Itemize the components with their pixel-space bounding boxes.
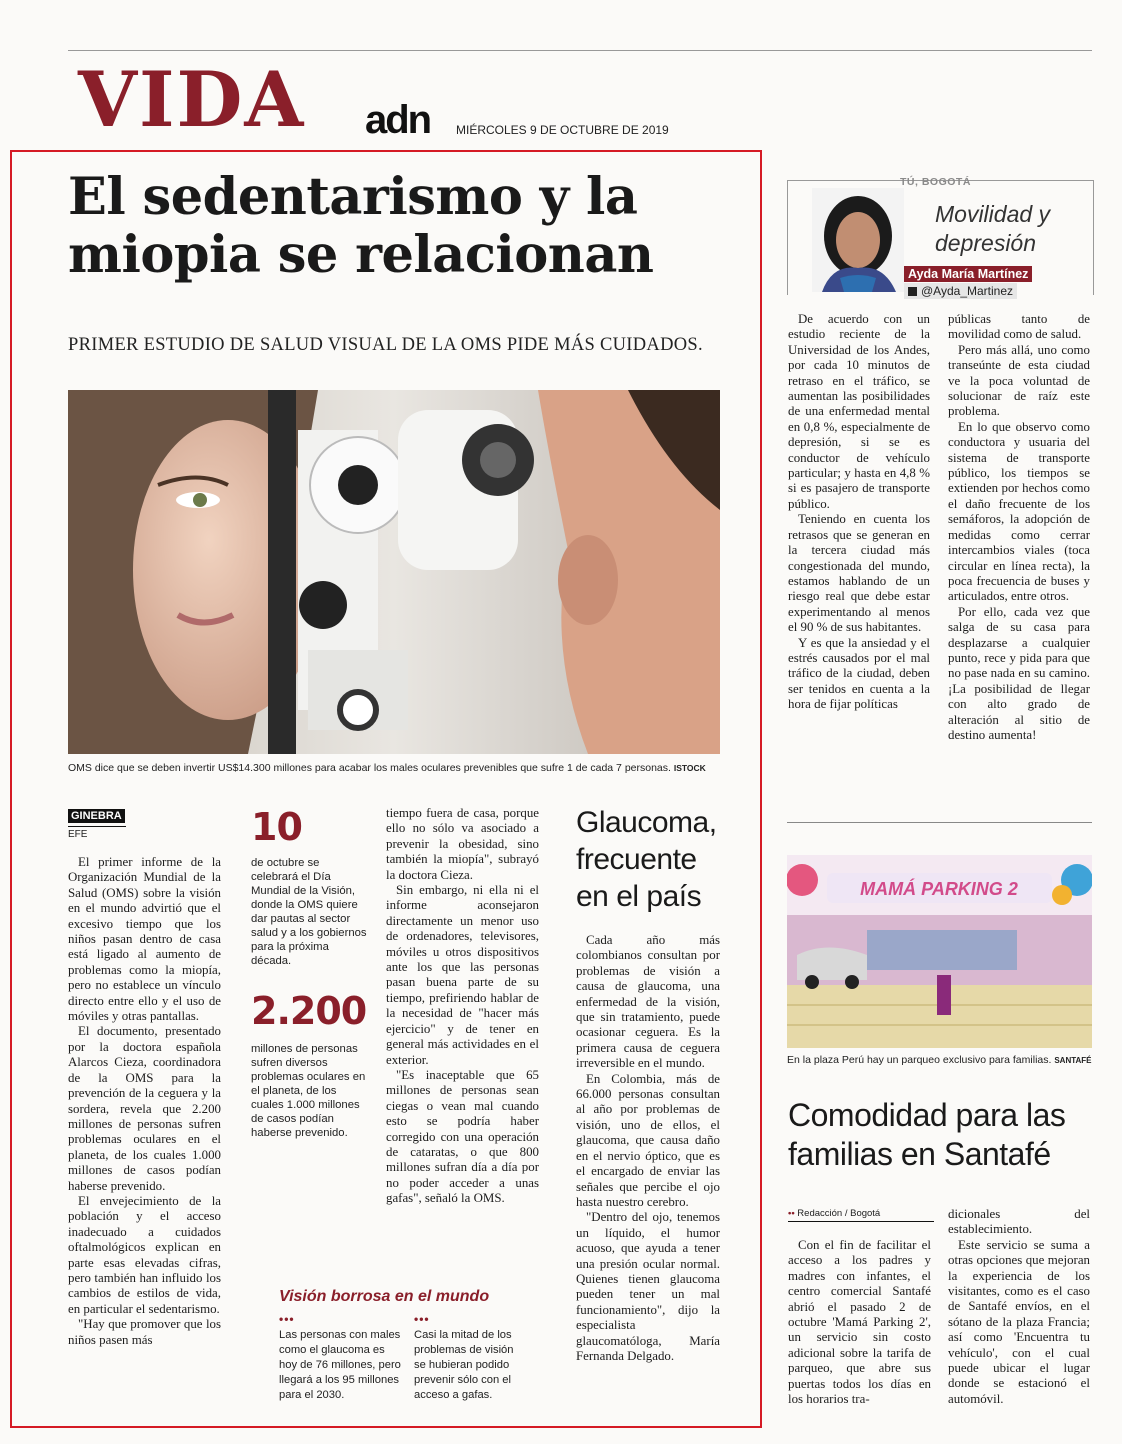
box-item-text: Casi la mitad de los problemas de visión se hubieran podido prevenir sólo con el acceso a gafas. [414, 1329, 514, 1401]
author-handle[interactable] [904, 283, 1017, 299]
paragraph: Y es que la ansiedad y el estrés causados por el mal tráfico de la ciudad, deben ser tenidos en cuenta a la hora de fijar políticas [788, 635, 930, 712]
stat-text-2: millones de personas sufren diversos problemas oculares en el planeta, de los cuales 1.000 millones de casos podían haberse prevenido. [251, 1043, 366, 1139]
paragraph: Teniendo en cuenta los retrasos que se generan en la tercera ciudad más congestionada del mundo, estamos hablando de un riesgo real que debe estar experimentando al menos el 90 % de sus habitantes. [788, 512, 930, 635]
article-column-3 [386, 806, 539, 1207]
photo-caption [68, 762, 728, 774]
paragraph: Con el fin de facilitar el acceso a los padres y madres con infantes, el centro comercial Santafé abrió el pasado 2 de octubre 'Mamá Parking 2', un servicio sin costo adicional sobre la tarifa de parqueo, que abre sus puertas todos los días en los horarios tra- [788, 1238, 931, 1407]
bullet-dots: •• [788, 1208, 798, 1219]
top-rule [68, 50, 1092, 51]
bullet-dots: ••• [414, 1312, 430, 1326]
eye-exam-photo [68, 390, 720, 754]
stat-text-1: de octubre se celebrará el Día Mundial de la Visión, donde la OMS quiere dar pautas al sector salud y a los gobiernos para la próxima década. [251, 857, 367, 967]
column-title: Movilidad y depresión [935, 201, 1051, 256]
caption-credit: SANTAFÉ [1054, 1056, 1092, 1065]
paragraph: Cada año más colombianos consultan por problemas de visión a causa de glaucoma, una enfermedad de la visión, que sin tratamiento, puede ocasionar ceguera. Es la primera causa de ceguera irreversible en el mundo. [576, 933, 720, 1071]
author-photo [812, 188, 904, 292]
paragraph: "Dentro del ojo, tenemos un líquido, el humor acuoso, que ayuda a tener una presión ocular normal. Quienes tienen glaucoma pueden tener un mal funcionamiento", dijo la especialista glaucomatóloga, María Fernanda Delgado. [576, 1210, 720, 1363]
handle-text: @Ayda_Martinez [921, 284, 1014, 298]
twitter-icon [908, 287, 917, 296]
paragraph: Pero más allá, uno como transeúnte de esta ciudad ve la poca voluntad de solucionar de raíz este problema. [948, 342, 1090, 419]
section-divider [787, 822, 1092, 823]
paragraph: dicionales del establecimiento. [948, 1207, 1090, 1237]
issue-date: MIÉRCOLES 9 DE OCTUBRE DE 2019 [456, 123, 669, 137]
main-headline: El sedentarismo y la miopia se relacionan [68, 167, 654, 285]
article-column-1 [68, 806, 221, 1348]
box-title: Visión borrosa en el mundo [279, 1288, 490, 1305]
paragraph: En Colombia, más de 66.000 personas consultan al año por problemas de visión, uno de ellos, el glaucoma, que causa daño en el nervio óptico, que es el encargado de enviar las señales que percibe el ojo hasta nuestro cerebro. [576, 1071, 720, 1209]
agency: EFE [68, 826, 126, 840]
paragraph: En lo que observo como conductora y usuaria del sistema de transporte público, los tiempos se extienden por hechos como el daño frecuente de los semáforos, la adopción de medidas como cerrar intercambios viales (toca circular en línea recta), la poca frecuencia de buses y articulados, entre otros. [948, 419, 1090, 604]
box-item-2 [414, 1314, 524, 1403]
section-title: VIDA [78, 55, 306, 144]
dateline: GINEBRA [68, 809, 125, 823]
box-item-1 [279, 1314, 405, 1403]
paragraph: tiempo fuera de casa, porque ello no sólo va asociado a prevenir la obesidad, sino también la miopía", subrayó la doctora Cieza. [386, 806, 539, 882]
caption-text: En la plaza Perú hay un parqueo exclusivo para familias. [787, 1054, 1052, 1066]
caption-text: OMS dice que se deben invertir US$14.300 millones para acabar los males oculares prevenibles que sufre 1 de cada 7 personas. [68, 762, 671, 774]
paragraph: Por ello, cada vez que salga de su casa para desplazarse a cualquier punto, rece y pida para que no pase nada en su camino. ¡La posibilidad de llegar con alto grado de alteración al sitio de destino aumenta! [948, 604, 1090, 742]
parking-sign: MAMÁ PARKING 2 [860, 879, 1018, 899]
byline-text: Redacción / Bogotá [797, 1208, 881, 1219]
box-item-text: Las personas con males como el glaucoma es hoy de 76 millones, pero llegará a los 95 millones para el 2030. [279, 1329, 401, 1401]
parking-photo [787, 855, 1092, 1048]
column-location: TÚ, BOGOTÁ [900, 176, 971, 188]
stat-number-1: 10 [251, 805, 302, 849]
santafe-column-2 [948, 1207, 1090, 1407]
caption-credit: ISTOCK [673, 763, 706, 773]
brand-logo: adn [365, 98, 431, 142]
paragraph: "Es inaceptable que 65 millones de personas sean ciegas o vean mal cuando esto se podría haber corregido con una operación de cataratas, o que 800 millones sufran día a día por no poder acceder a unas gafas", señaló la OMS. [386, 1067, 539, 1206]
paragraph: De acuerdo con un estudio reciente de la Universidad de los Andes, por cada 10 minutos de retraso en el tráfico, se aumentan las posibilidades de una enfermedad mental en 0,8 %, especialmente de depresión, si se es conductor de vehículo particular; y hasta en 4,8 % si es pasajero de transporte público. [788, 312, 930, 511]
paragraph: El documento, presentado por la doctora española Alarcos Cieza, coordinadora de la OMS para la prevención de la ceguera y la sordera, revela que 2.200 millones de personas sufren problemas oculares en el planeta, de los cuales 1.000 millones de casos podían haberse prevenido. [68, 1024, 221, 1193]
stats-column [251, 805, 367, 1140]
paragraph: "Hay que promover que los niños pasen más [68, 1317, 221, 1347]
bullet-dots: ••• [279, 1312, 295, 1326]
glaucoma-title: Glaucoma, frecuente en el país [576, 806, 717, 913]
opinion-column-1 [788, 312, 930, 713]
santafe-byline [788, 1208, 934, 1222]
paragraph: El primer informe de la Organización Mundial de la Salud (OMS) sobre la visión en el mundo advirtió que el excesivo tiempo que los niños pasan dentro de casa está ligado al aumento de problemas como la miopía, pero no establece un vínculo directo entre ello y el uso de móviles y otras pantallas. [68, 855, 221, 1024]
author-name: Ayda María Martínez [904, 266, 1032, 282]
paragraph: públicas tanto de movilidad como de salud. [948, 312, 1090, 342]
paragraph: El envejecimiento de la población y el acceso inadecuado a cuidados oftalmológicos explican en parte esas elevadas cifras, pero también han influido los cambios de estilos de vida, en particular el sedentarismo. [68, 1193, 221, 1316]
main-subhead: PRIMER ESTUDIO DE SALUD VISUAL DE LA OMS PIDE MÁS CUIDADOS. [68, 335, 703, 355]
opinion-column-2 [948, 312, 1090, 743]
santafe-headline: Comodidad para las familias en Santafé [788, 1097, 1066, 1172]
glaucoma-sidebar [576, 804, 720, 1364]
stat-number-2: 2.200 [251, 989, 367, 1033]
paragraph: Este servicio se suma a otras opciones que mejoran la experiencia de los visitantes, como es el caso de Santafé envíos, en el sótano de la plaza Francia; así como 'Encuentra tu vehículo', con el cual puede ubicar el lugar donde se estacionó el automóvil. [948, 1237, 1090, 1406]
paragraph: Sin embargo, ni ella ni el informe aconsejaron directamente un menor uso de ordenadores, televisores, móviles u otros dispositivos ante los que las personas pasan buena parte de su tiempo, prefiriendo hablar de la necesidad de "hacer más ejercicio" y de tener en general más actividades en el exterior. [386, 883, 539, 1067]
santafe-column-1 [788, 1238, 931, 1407]
parking-caption [787, 1054, 1092, 1066]
